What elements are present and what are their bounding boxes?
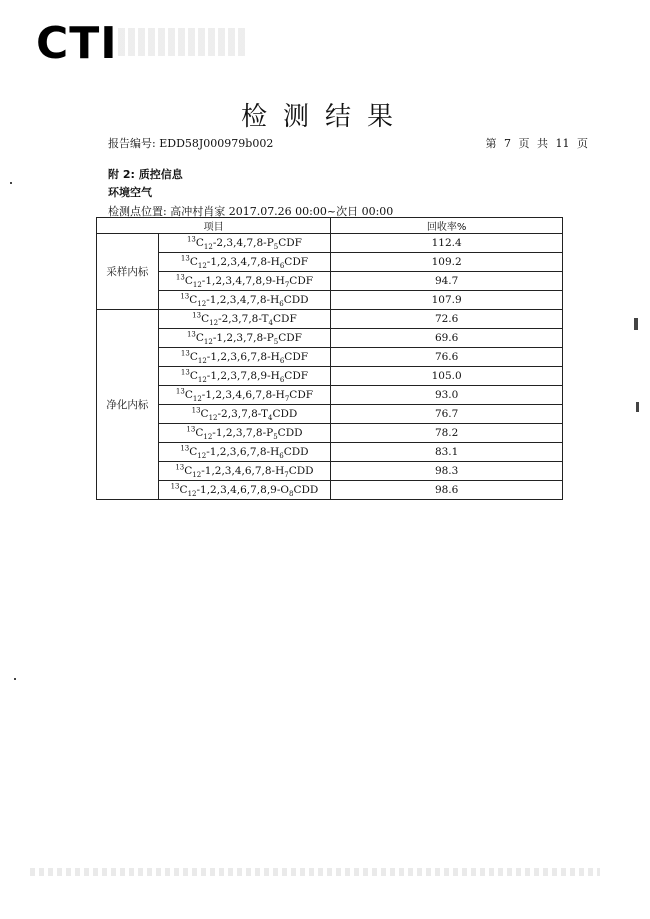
chlorine-count: 8 xyxy=(289,490,294,499)
compound-cell xyxy=(158,443,331,462)
recovery-value: 76.7 xyxy=(331,405,563,424)
recovery-value: 76.6 xyxy=(331,348,563,367)
table-row xyxy=(97,272,563,291)
category-cell: 净化内标 xyxy=(97,310,159,500)
element-symbol: C xyxy=(189,294,198,306)
recovery-value: 112.4 xyxy=(331,234,563,253)
chlorine-count: 5 xyxy=(273,338,279,347)
table-row xyxy=(97,291,563,310)
carbon-count: 12 xyxy=(192,281,202,290)
cti-logo: CTI xyxy=(36,18,118,69)
recovery-value: 98.3 xyxy=(331,462,563,481)
compound-cell xyxy=(158,424,331,443)
congener-positions: -1,2,3,7,8-P xyxy=(212,332,274,344)
compound-class: CDF xyxy=(284,370,309,382)
congener-positions: -1,2,3,4,7,8-H xyxy=(206,256,280,268)
table-row xyxy=(97,310,563,329)
isotope-mass: 13 xyxy=(180,444,190,453)
table-row xyxy=(97,329,563,348)
compound-class: CDF xyxy=(278,237,302,249)
recovery-value: 83.1 xyxy=(331,443,563,462)
carbon-count: 12 xyxy=(192,395,202,404)
compound-class: CDD xyxy=(277,427,303,439)
compound-cell xyxy=(158,310,331,329)
compound-class: CDF xyxy=(284,351,309,363)
isotope-mass: 13 xyxy=(180,254,190,263)
compound-class: CDF xyxy=(284,256,309,268)
compound-cell xyxy=(158,386,331,405)
congener-positions: -1,2,3,4,7,8-H xyxy=(206,294,280,306)
element-symbol: C xyxy=(179,484,188,496)
element-symbol: C xyxy=(184,275,193,287)
table-row xyxy=(97,405,563,424)
chlorine-count: 6 xyxy=(279,300,284,309)
compound-class: CDF xyxy=(278,332,302,344)
report-number xyxy=(108,135,273,151)
scan-speck xyxy=(10,182,12,184)
element-symbol: C xyxy=(195,332,204,344)
table-row xyxy=(97,386,563,405)
scan-speck xyxy=(636,402,639,412)
table-row xyxy=(97,367,563,386)
table-row xyxy=(97,253,563,272)
carbon-count: 12 xyxy=(197,300,207,309)
page-indicator: 第 7 页 共 11 页 xyxy=(485,137,588,150)
footer-scan-noise xyxy=(30,868,600,876)
compound-class: CDF xyxy=(289,275,314,287)
matrix-heading: 环境空气 xyxy=(108,186,152,199)
table-row xyxy=(97,462,563,481)
carbon-count: 12 xyxy=(208,414,218,423)
faint-logo-text xyxy=(118,28,248,56)
table-row xyxy=(97,481,563,500)
table-row xyxy=(97,348,563,367)
page-title: 检测结果 xyxy=(240,102,409,132)
congener-positions: -1,2,3,4,7,8,9-H xyxy=(201,275,285,287)
category-cell: 采样内标 xyxy=(97,234,159,310)
chlorine-count: 6 xyxy=(279,262,285,271)
compound-cell xyxy=(158,329,331,348)
compound-class: CDD xyxy=(283,294,309,306)
appendix-heading: 附 2: 质控信息 xyxy=(108,168,183,181)
carbon-count: 12 xyxy=(209,319,219,328)
congener-positions: -1,2,3,7,8,9-H xyxy=(206,370,280,382)
table-header-row xyxy=(97,218,563,234)
compound-cell xyxy=(158,234,331,253)
qc-recovery-table xyxy=(96,217,563,500)
isotope-mass: 13 xyxy=(175,387,185,396)
recovery-value: 94.7 xyxy=(331,272,563,291)
scan-speck xyxy=(634,318,638,330)
element-symbol: C xyxy=(189,446,198,458)
chlorine-count: 7 xyxy=(284,281,290,290)
table-row xyxy=(97,234,563,253)
congener-positions: -2,3,4,7,8-P xyxy=(212,237,274,249)
recovery-value: 109.2 xyxy=(331,253,563,272)
compound-cell xyxy=(158,348,331,367)
carbon-count: 12 xyxy=(203,338,213,347)
compound-class: CDF xyxy=(273,313,297,325)
chlorine-count: 5 xyxy=(273,433,278,442)
congener-positions: -2,3,7,8-T xyxy=(217,408,268,420)
report-number-label: 报告编号: xyxy=(108,137,156,150)
element-symbol: C xyxy=(200,408,209,420)
element-symbol: C xyxy=(201,313,210,325)
carbon-count: 12 xyxy=(203,433,213,442)
compound-class: CDD xyxy=(288,465,314,477)
recovery-value: 105.0 xyxy=(331,367,563,386)
isotope-mass: 13 xyxy=(175,273,185,282)
element-symbol: C xyxy=(195,427,204,439)
table-body xyxy=(97,234,563,500)
element-symbol: C xyxy=(189,370,198,382)
congener-positions: -1,2,3,6,7,8-H xyxy=(206,351,280,363)
isotope-mass: 13 xyxy=(180,292,190,301)
chlorine-count: 4 xyxy=(267,414,273,423)
recovery-value: 69.6 xyxy=(331,329,563,348)
compound-cell xyxy=(158,481,331,500)
compound-class: CDD xyxy=(283,446,309,458)
isotope-mass: 13 xyxy=(192,311,202,320)
chlorine-count: 7 xyxy=(284,395,290,404)
carbon-count: 12 xyxy=(197,357,207,366)
element-symbol: C xyxy=(184,465,193,477)
isotope-mass: 13 xyxy=(175,463,185,472)
congener-positions: -1,2,3,6,7,8-H xyxy=(206,446,280,458)
compound-cell xyxy=(158,291,331,310)
element-symbol: C xyxy=(189,256,198,268)
chlorine-count: 6 xyxy=(279,376,285,385)
compound-cell xyxy=(158,272,331,291)
sampling-location: 检测点位置: 高冲村肖家 2017.07.26 00:00~次日 00:00 xyxy=(108,205,394,218)
element-symbol: C xyxy=(189,351,198,363)
table-row xyxy=(97,443,563,462)
congener-positions: -1,2,3,4,6,7,8,9-O xyxy=(196,484,289,496)
isotope-mass: 13 xyxy=(180,368,190,377)
scan-speck xyxy=(14,678,16,680)
compound-class: CDD xyxy=(272,408,298,420)
chlorine-count: 5 xyxy=(273,243,279,252)
header-item: 项目 xyxy=(97,218,331,234)
isotope-mass: 13 xyxy=(186,235,196,244)
carbon-count: 12 xyxy=(197,452,207,461)
congener-positions: -1,2,3,4,6,7,8-H xyxy=(201,465,285,477)
element-symbol: C xyxy=(184,389,193,401)
chlorine-count: 6 xyxy=(279,357,285,366)
compound-class: CDD xyxy=(293,484,319,496)
carbon-count: 12 xyxy=(197,262,207,271)
compound-cell xyxy=(158,462,331,481)
isotope-mass: 13 xyxy=(180,349,190,358)
isotope-mass: 13 xyxy=(191,406,201,415)
recovery-value: 93.0 xyxy=(331,386,563,405)
header-recovery: 回收率% xyxy=(331,218,563,234)
element-symbol: C xyxy=(195,237,204,249)
chlorine-count: 6 xyxy=(279,452,284,461)
congener-positions: -2,3,7,8-T xyxy=(218,313,269,325)
chlorine-count: 7 xyxy=(284,471,289,480)
compound-cell xyxy=(158,367,331,386)
carbon-count: 12 xyxy=(197,376,207,385)
table-row xyxy=(97,424,563,443)
report-number-value: EDD58J000979b002 xyxy=(159,137,274,150)
chlorine-count: 4 xyxy=(268,319,273,328)
compound-cell xyxy=(158,253,331,272)
congener-positions: -1,2,3,7,8-P xyxy=(212,427,274,439)
isotope-mass: 13 xyxy=(186,330,196,339)
recovery-value: 72.6 xyxy=(331,310,563,329)
carbon-count: 12 xyxy=(203,243,213,252)
isotope-mass: 13 xyxy=(186,425,196,434)
compound-cell xyxy=(158,405,331,424)
isotope-mass: 13 xyxy=(170,482,180,491)
carbon-count: 12 xyxy=(192,471,202,480)
congener-positions: -1,2,3,4,6,7,8-H xyxy=(201,389,285,401)
compound-class: CDF xyxy=(289,389,314,401)
recovery-value: 107.9 xyxy=(331,291,563,310)
recovery-value: 98.6 xyxy=(331,481,563,500)
carbon-count: 12 xyxy=(187,490,197,499)
recovery-value: 78.2 xyxy=(331,424,563,443)
